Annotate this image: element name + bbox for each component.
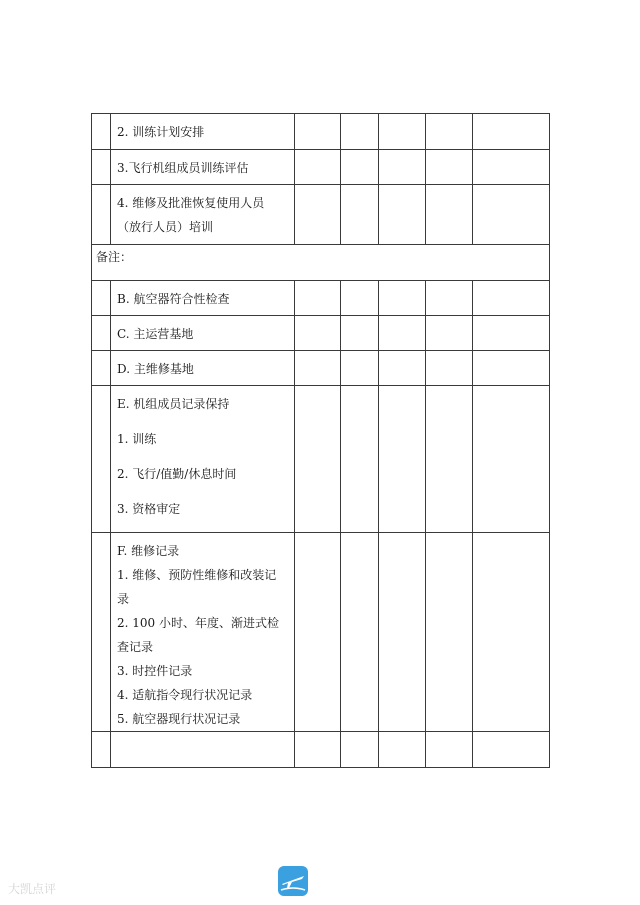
check-cell (379, 281, 426, 316)
inspection-form-table (91, 113, 550, 768)
check-cell (295, 150, 341, 185)
index-cell (92, 533, 111, 732)
item-cell (111, 281, 295, 316)
item-text: 2. 飞行/值勤/休息时间 (117, 467, 237, 481)
index-cell (92, 150, 111, 185)
check-cell (473, 533, 550, 732)
check-cell (473, 732, 550, 768)
check-cell (426, 185, 473, 245)
watermark-text: 大凯点评 (8, 882, 57, 896)
item-text: 4. 适航指令现行状况记录 (117, 688, 253, 702)
item-text: 3. 资格审定 (117, 502, 181, 516)
check-cell (341, 281, 379, 316)
item-text: 1. 训练 (117, 432, 157, 446)
check-cell (379, 732, 426, 768)
check-cell (426, 732, 473, 768)
check-cell (341, 150, 379, 185)
item-text: F. 维修记录 (117, 544, 180, 558)
check-cell (426, 533, 473, 732)
item-text: D. 主维修基地 (117, 362, 194, 376)
table-row (92, 533, 550, 732)
table-row (92, 316, 550, 351)
check-cell (379, 533, 426, 732)
table-body-bottom (92, 281, 550, 768)
check-cell (341, 533, 379, 732)
check-cell (295, 281, 341, 316)
table-row (92, 351, 550, 386)
index-cell (92, 316, 111, 351)
item-text: B. 航空器符合性检查 (117, 292, 230, 306)
check-cell (295, 114, 341, 150)
item-text: 2. 训练计划安排 (117, 125, 205, 139)
remarks-body (92, 245, 550, 281)
item-text: 4. 维修及批准恢复使用人员 (117, 196, 265, 210)
check-cell (295, 316, 341, 351)
check-cell (426, 114, 473, 150)
index-cell (92, 185, 111, 245)
item-cell (111, 150, 295, 185)
item-text: 查记录 (117, 640, 154, 654)
check-cell (379, 316, 426, 351)
check-cell (341, 114, 379, 150)
item-text: 3.飞行机组成员训练评估 (117, 161, 249, 175)
item-text: 5. 航空器现行状况记录 (117, 712, 241, 726)
check-cell (426, 386, 473, 533)
table-row (92, 281, 550, 316)
check-cell (426, 316, 473, 351)
airplane-icon (278, 866, 308, 896)
table-row (92, 185, 550, 245)
item-text: E. 机组成员记录保持 (117, 397, 230, 411)
check-cell (473, 185, 550, 245)
item-cell (111, 316, 295, 351)
check-cell (379, 185, 426, 245)
table-body-top (92, 114, 550, 245)
check-cell (379, 351, 426, 386)
item-text: 1. 维修、预防性维修和改装记 (117, 568, 277, 582)
item-text: （放行人员）培训 (117, 220, 214, 234)
check-cell (295, 386, 341, 533)
item-cell (111, 533, 295, 732)
check-cell (426, 351, 473, 386)
check-cell (426, 281, 473, 316)
check-cell (426, 150, 473, 185)
check-cell (379, 114, 426, 150)
remarks-label: 备注： (92, 245, 550, 281)
check-cell (341, 386, 379, 533)
check-cell (473, 150, 550, 185)
table-row (92, 114, 550, 150)
check-cell (473, 281, 550, 316)
index-cell (92, 114, 111, 150)
check-cell (341, 316, 379, 351)
check-cell (473, 114, 550, 150)
item-cell (111, 351, 295, 386)
item-cell (111, 732, 295, 768)
check-cell (341, 732, 379, 768)
table-row (92, 386, 550, 533)
index-cell (92, 351, 111, 386)
item-text: C. 主运营基地 (117, 327, 194, 341)
index-cell (92, 732, 111, 768)
check-cell (341, 185, 379, 245)
check-cell (295, 185, 341, 245)
check-cell (295, 351, 341, 386)
item-text: 录 (117, 592, 130, 606)
check-cell (473, 386, 550, 533)
table-row (92, 732, 550, 768)
check-cell (295, 732, 341, 768)
item-text: 2. 100 小时、年度、渐进式检 (117, 616, 279, 630)
footer-logo-text (312, 872, 358, 888)
check-cell (295, 533, 341, 732)
check-cell (379, 386, 426, 533)
item-text: 3. 时控件记录 (117, 664, 193, 678)
check-cell (379, 150, 426, 185)
check-cell (473, 316, 550, 351)
check-cell (341, 351, 379, 386)
check-cell (473, 351, 550, 386)
index-cell (92, 386, 111, 533)
item-cell (111, 185, 295, 245)
table-row (92, 150, 550, 185)
item-cell (111, 114, 295, 150)
item-cell (111, 386, 295, 533)
index-cell (92, 281, 111, 316)
remarks-row (92, 245, 550, 281)
